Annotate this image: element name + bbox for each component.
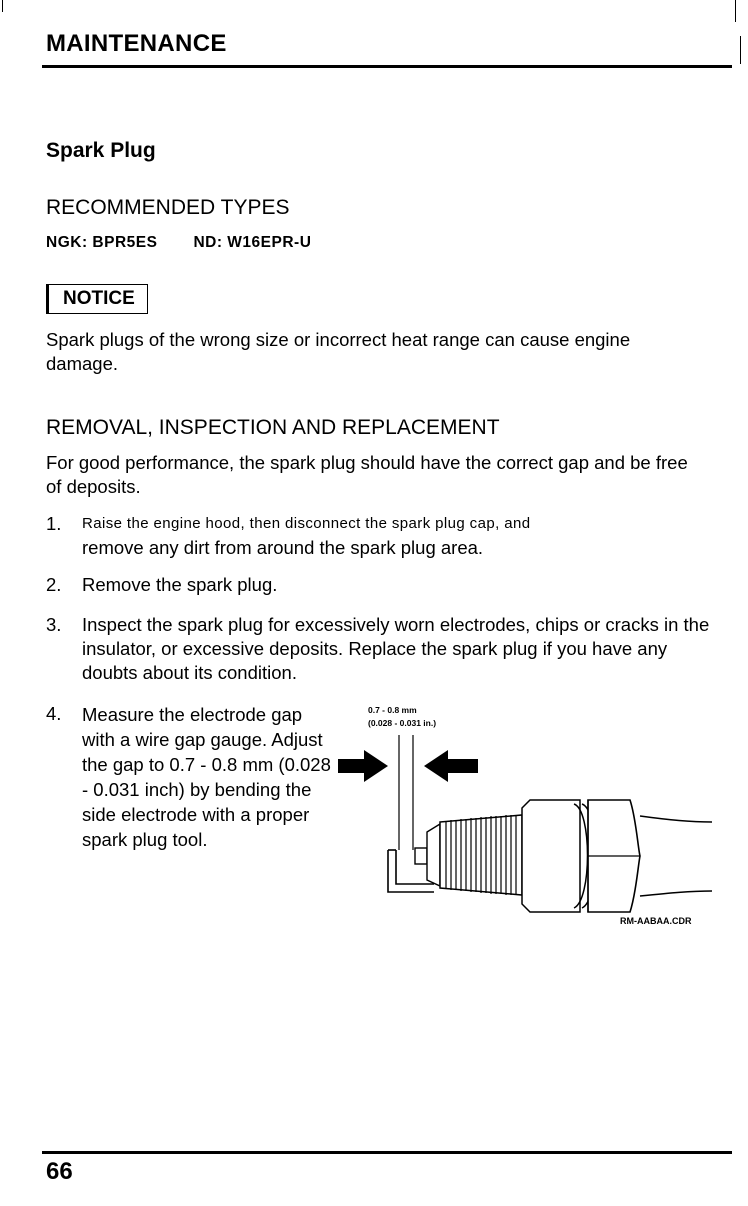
recommended-types	[46, 234, 311, 252]
step-text: Remove the spark plug.	[82, 574, 278, 595]
nd-type: ND: W16EPR-U	[193, 234, 312, 251]
step-number: 3.	[46, 614, 62, 635]
step-number: 2.	[46, 574, 62, 595]
removal-intro: For good performance, the spark plug should have the correct gap and be free of deposits.	[46, 452, 688, 497]
section-title: MAINTENANCE	[46, 30, 227, 57]
step-number: 4.	[46, 703, 62, 724]
step-text-line: Raise the engine hood, then disconnect the spark plug cap, and	[82, 515, 531, 532]
edge-mark	[735, 0, 736, 22]
edge-mark	[2, 0, 3, 12]
header-rule	[42, 65, 732, 68]
step-text: Inspect the spark plug for excessively worn electrodes, chips or cracks in the insulator, or excessive deposits. Replace the spark plug if you have any doubts about its condition.	[82, 614, 710, 683]
footer-rule	[42, 1151, 732, 1154]
ngk-type: NGK: BPR5ES	[46, 234, 158, 251]
removal-heading: REMOVAL, INSPECTION AND REPLACEMENT	[46, 416, 500, 439]
edge-mark	[740, 36, 741, 64]
arrow-right-icon	[338, 750, 388, 782]
step-text	[82, 512, 722, 560]
page-number: 66	[46, 1158, 73, 1185]
figure-code: RM-AABAA.CDR	[620, 916, 692, 926]
gap-in-label: (0.028 - 0.031 in.)	[368, 718, 437, 728]
notice-badge: NOTICE	[46, 284, 148, 314]
step-number: 1.	[46, 513, 62, 534]
step-text: Measure the electrode gap with a wire gap gauge. Adjust the gap to 0.7 - 0.8 mm (0.028 - 0.031 inch) by bending the side electrode with a proper spark plug tool.	[82, 704, 331, 850]
notice-text: Spark plugs of the wrong size or incorrect heat range can cause engine damage.	[46, 329, 631, 374]
step-text-line: remove any dirt from around the spark plug area.	[82, 537, 484, 558]
page-title: Spark Plug	[46, 139, 156, 162]
recommended-heading: RECOMMENDED TYPES	[46, 196, 290, 219]
gap-mm-label: 0.7 - 0.8 mm	[368, 705, 417, 715]
arrow-left-icon	[424, 750, 478, 782]
spark-plug-figure	[330, 700, 720, 935]
